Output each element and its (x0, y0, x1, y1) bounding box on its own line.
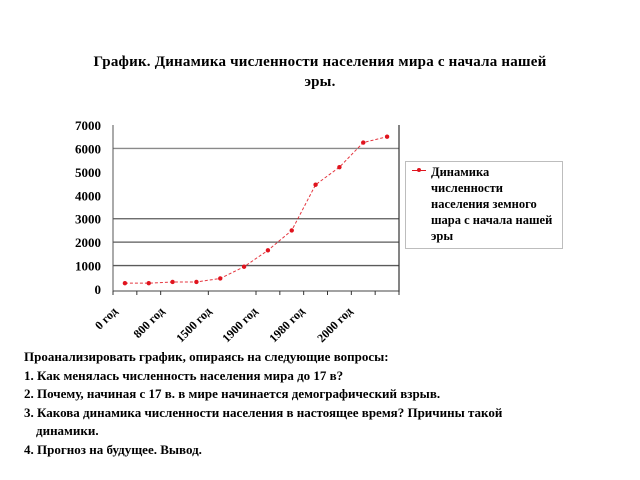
data-point (266, 248, 270, 252)
question-2: 2. Почему, начиная с 17 в. в мире начинается демографический взрыв. (24, 386, 441, 401)
x-tick-label: 2000 год (314, 304, 356, 346)
questions-block (24, 348, 624, 459)
question-1: 1. Как менялась численность населения мира до 17 в? (24, 367, 344, 383)
y-tick-label: 3000 (75, 211, 101, 227)
chart-title-line-1: График. Динамика численности населения мира с начала нашей (93, 54, 547, 70)
y-tick-label: 5000 (75, 164, 101, 180)
x-axis-labels (92, 304, 355, 345)
data-point (147, 281, 151, 285)
y-axis-labels (75, 118, 101, 297)
question-4: 4. Прогноз на будущее. Вывод. (24, 441, 202, 457)
legend-label: Динамика численности населения земного шара с начала нашей эры (431, 165, 553, 243)
x-tick-label: 1980 год (266, 304, 308, 346)
chart-gridlines (113, 148, 399, 265)
y-tick-label: 4000 (75, 188, 101, 204)
data-point (361, 140, 365, 144)
data-point (170, 280, 174, 284)
chart-legend (405, 161, 563, 249)
data-point (337, 165, 341, 169)
x-tick-label: 1500 год (173, 304, 215, 346)
x-tick-label: 800 год (130, 304, 168, 341)
question-3-continued: динамики. (36, 423, 99, 438)
chart-title-line-2: эры. (304, 74, 336, 90)
x-tick-label: 1900 год (219, 304, 261, 346)
data-point (218, 276, 222, 280)
question-3: 3. Какова динамика численности населения в настоящее время? Причины такой (24, 404, 503, 420)
y-tick-label: 6000 (75, 141, 101, 157)
y-tick-label: 1000 (75, 258, 101, 274)
data-point (123, 281, 127, 285)
y-tick-label: 0 (94, 282, 101, 297)
data-point (194, 280, 198, 284)
data-point (313, 183, 317, 187)
data-point (385, 135, 389, 139)
y-tick-label: 7000 (75, 118, 101, 133)
data-point (290, 228, 294, 232)
legend-line-marker-icon (412, 170, 426, 171)
data-series (123, 135, 390, 286)
questions-intro: Проанализировать график, опираясь на следующие вопросы: (24, 349, 389, 364)
y-tick-label: 2000 (75, 235, 101, 251)
x-tick-label: 0 год (91, 304, 121, 333)
data-point (242, 265, 246, 269)
